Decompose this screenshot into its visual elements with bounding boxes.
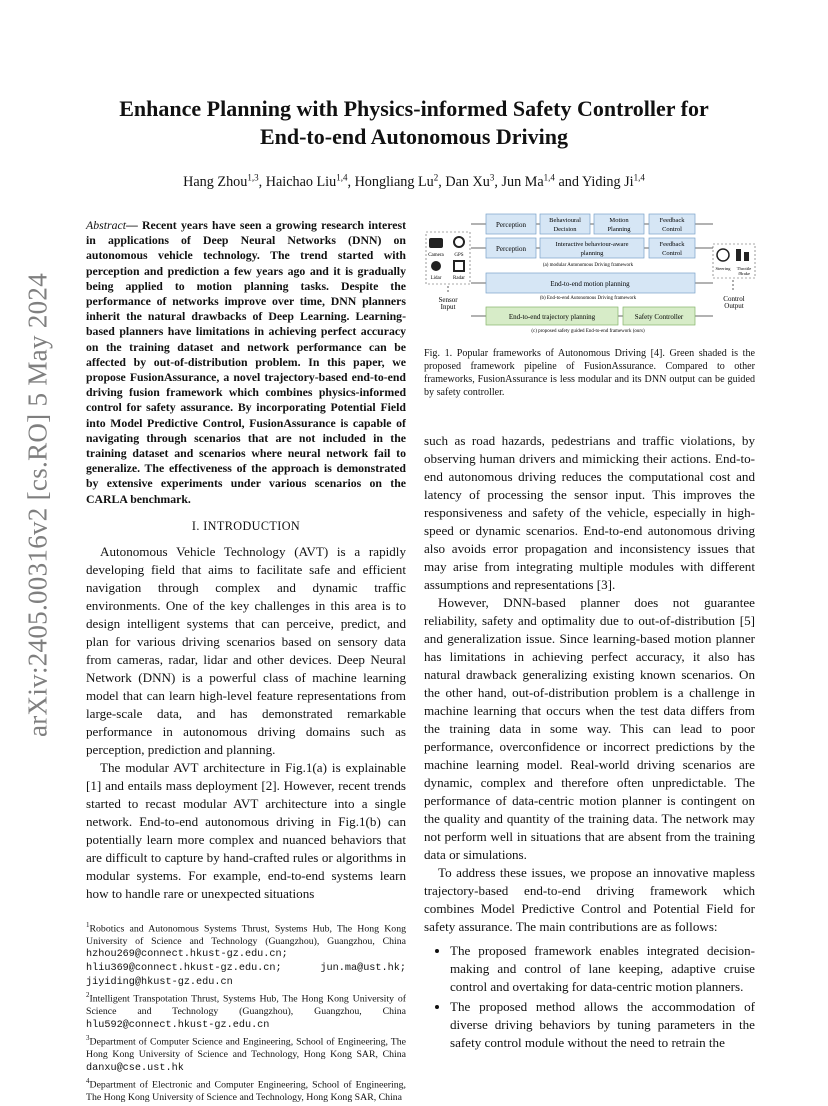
- modular-row: [471, 214, 713, 268]
- svg-text:Throttle: Throttle: [736, 266, 752, 271]
- control-icons: [713, 244, 755, 310]
- lidar-icon: [431, 261, 441, 271]
- svg-text:Feedback: Feedback: [659, 241, 685, 248]
- svg-text:Control: Control: [662, 226, 682, 233]
- steering-wheel-icon: [717, 249, 729, 261]
- svg-text:Safety Controller: Safety Controller: [634, 313, 684, 321]
- svg-text:Steering: Steering: [715, 266, 731, 271]
- e2e-row: [471, 273, 713, 301]
- throttle-icon: [736, 249, 741, 261]
- svg-text:Perception: Perception: [496, 221, 526, 229]
- right-column: [424, 432, 755, 1054]
- brake-icon: [744, 252, 749, 261]
- svg-text:End-to-end trajectory planning: End-to-end trajectory planning: [508, 313, 596, 321]
- author: Yiding Ji$^{1,4}$: [581, 172, 645, 190]
- sensor-label: Sensor: [438, 296, 458, 304]
- figure-caption: Fig. 1. Popular frameworks of Autonomous Driving [4]. Green shaded is the proposed framework pipeline of FusionAssurance. Compared to other frameworks, FusionAssurance is less modular and its DNN output can be guided by safety controller.: [424, 348, 755, 398]
- list-item: • The proposed framework enables integrated decision-making and control of lane keeping, adaptive cruise control and overtaking for data-centric motion planners.: [450, 942, 755, 996]
- footnote: $^2$Intelligent Transpotation Thrust, Systems Hub, The Hong Kong University of Science and Technology (Guangzhou), Guangzhou, China hlu592@connect.hkust-gz.edu.cn: [86, 991, 406, 1031]
- svg-text:Feedback: Feedback: [659, 217, 685, 224]
- author-list: [60, 172, 768, 191]
- paragraph: such as road hazards, pedestrians and traffic violations, by observing human drivers and mimicking their actions. End-to-end autonomous driving reduces the computational cost and latency of processing the sensor input. This improves the responsiveness and safety of the vehicle, especially in high-speed or dynamic scenarios. End-to-end autonomous driving also avoids error propagation and inconsistency issues that may arise from integrating multiple modules with different assumptions and representations [3].: [424, 433, 755, 592]
- framework-figure: [423, 208, 758, 340]
- radar-icon: [454, 261, 464, 271]
- contribution-list: [424, 942, 755, 1052]
- svg-text:planning: planning: [580, 250, 604, 257]
- control-label: Output: [724, 302, 744, 310]
- radar-label: Radar: [453, 276, 465, 281]
- camera-label: Camera: [428, 253, 444, 258]
- subcaption-a: (a) modular Autonomous Driving framework: [542, 263, 634, 268]
- svg-text:Perception: Perception: [496, 245, 526, 253]
- abstract: [86, 218, 406, 507]
- paragraph: The modular AVT architecture in Fig.1(a) is explainable [1] and entails mass deployment [2]. However, recent trends started to recast modular AVT architecture into a single network. End-to-end autonomous driving in Fig.1(b) can potentially learn more complex and nuanced behaviors that are difficult to capture by hand-crafted rules or algorithms in modular systems. For example, end-to-end systems learn how to handle rare or unexpected situations: [86, 759, 406, 901]
- author: Haichao Liu$^{1,4}$,: [265, 172, 355, 190]
- camera-icon: [429, 238, 443, 248]
- svg-text:End-to-end motion planning: End-to-end motion planning: [550, 280, 630, 288]
- gps-icon: [454, 237, 464, 247]
- svg-text:/Brake: /Brake: [738, 271, 750, 276]
- paragraph: Autonomous Vehicle Technology (AVT) is a rapidly developing field that aims to facilitate safe and efficient navigation through complex and dynamic traffic environments. One of the key challenges in this area is to design intelligent systems that can perceive, predict, and plan for various driving scenarios based on sensory data from cameras, radar, lidar and other devices. Deep Neural Network (DNN) is a powerful class of machine learning model that can learn high-level feature representations from large-scale data, and has demonstrated remarkable performance in autonomous driving domains such as perception, prediction and planning.: [86, 543, 406, 757]
- subcaption-c: (c) proposed safety guided End-to-end framework (ours): [531, 329, 645, 334]
- footnotes: [86, 919, 406, 1106]
- paragraph: However, DNN-based planner does not guarantee reliability, safety and optimality due to out-of-distribution [5] and generalization issue. Since learning-based motion planner has limitations in achieving perfect accuracy, it also has natural drawback generalizing existing known scenarios. On the other hand, out-of-distribution problem is a challenge in machine learning that occurs when the test data differs from the training data in some way. This can lead to poor performance, overconfidence or incorrect predictions by the machine learning model. Real-world driving scenarios are dynamic, complex and therefore often unpredictable. The performance of data-centric motion planner is contingent on the quality and quantity of the training data. The network may not perform well in situations that are absent from the training data or simulations.: [424, 595, 755, 862]
- list-item: • The proposed method allows the accommodation of diverse driving behaviors by tuning parameters in the safety control module without the need to retrain the: [450, 998, 755, 1052]
- svg-text:Behavioural: Behavioural: [549, 217, 581, 224]
- footnote: $^1$Robotics and Autonomous Systems Thrust, Systems Hub, The Hong Kong University of Science and Technology (Guangzhou), Guangzhou, China hzhou269@connect.hkust-gz.edu.cn; hliu369@connect.hkust-gz.edu.cn; jun.ma@ust.hk; jiyiding@hkust-gz.edu.cn: [86, 920, 406, 988]
- proposed-row: [471, 307, 713, 334]
- arxiv-identifier: arXiv:2405.00316v2 [cs.RO] 5 May 2024: [22, 272, 53, 738]
- author: Hongliang Lu$^2$,: [354, 172, 446, 190]
- svg-text:Motion: Motion: [609, 217, 629, 224]
- title-line-2: End-to-end Autonomous Driving: [259, 124, 569, 149]
- footnote: $^4$Department of Electronic and Computer Engineering, School of Engineering, The Hong Kong University of Science and Technology, Hong Kong SAR, China: [86, 1077, 406, 1104]
- title-line-1: Enhance Planning with Physics-informed Safety Controller for: [119, 96, 709, 121]
- left-column: [86, 218, 406, 1106]
- sensor-icons: [426, 232, 470, 311]
- paragraph: To address these issues, we propose an innovative mapless trajectory-based end-to-end driving framework which combines Model Predictive Control and Potential Field for safety assurance. The main contributions are as follows:: [424, 865, 755, 934]
- svg-text:Planning: Planning: [607, 226, 631, 233]
- control-label: Control: [723, 295, 745, 303]
- sensor-label: Input: [440, 303, 456, 311]
- svg-text:Interactive behaviour-aware: Interactive behaviour-aware: [555, 241, 629, 248]
- author: Dan Xu$^3$,: [445, 172, 502, 190]
- abstract-text: — Recent years have seen a growing research interest in applications of Deep Neural Networks (DNN) on autonomous vehicle technology. The trend started with perception and prediction a few years ago and it is gradually being applied to motion planning tasks. Despite the performance of networks improve over time, DNN planners inherit the natural drawbacks of Deep Learning. Learning-based planners have limitations in achieving perfect accuracy on the training dataset and network performance can be affected by out-of-distribution problem. In this paper, we propose FusionAssurance, a novel trajectory-based end-to-end driving fusion framework which combines physics-informed control for safety assurance. By incorporating Potential Field into Model Predictive Control, FusionAssurance is capable of navigating through scenarios that are not included in the training dataset and scenarios where neural network fail to generalize. The effectiveness of the approach is demonstrated by extensive experiments under various scenarios on the CARLA benchmark.: [86, 218, 406, 506]
- gps-label: GPS: [454, 253, 464, 258]
- author: Jun Ma$^{1,4}$ and: [501, 172, 582, 190]
- svg-text:Control: Control: [662, 250, 682, 257]
- subcaption-b: (b) End-to-end Autonomous Driving framework: [539, 296, 637, 301]
- footnote: $^3$Department of Computer Science and Engineering, School of Engineering, The Hong Kong University of Science and Technology, Hong Kong SAR, China danxu@cse.ust.hk: [86, 1034, 406, 1074]
- lidar-label: Lidar: [430, 276, 442, 281]
- author: Hang Zhou$^{1,3}$,: [183, 172, 266, 190]
- svg-text:Decision: Decision: [553, 226, 577, 233]
- paper-title: [60, 95, 768, 151]
- section-heading: I. INTRODUCTION: [191, 518, 301, 533]
- abstract-label: Abstract: [86, 218, 126, 232]
